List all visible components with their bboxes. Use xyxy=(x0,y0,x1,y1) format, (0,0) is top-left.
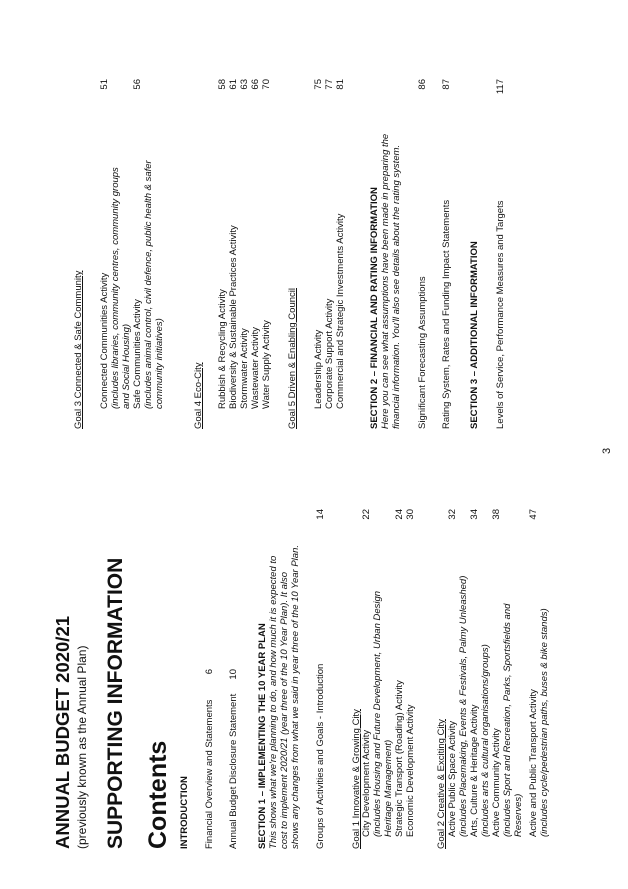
toc-strategic-transport[interactable]: Strategic Transport (Roading) Activity xyxy=(394,680,405,837)
page-leadership: 75 xyxy=(313,79,324,90)
section1-desc-1: This shows what we're planning to do, and how much it is expected to xyxy=(268,555,279,849)
toc-forecasting[interactable]: Significant Forecasting Assumptions xyxy=(417,276,428,429)
section2-desc-1: Here you can see what assumptions have been made in preparing the xyxy=(380,133,391,429)
page-economic-development: 30 xyxy=(405,509,416,520)
toc-disclosure[interactable]: Annual Budget Disclosure Statement xyxy=(228,693,239,849)
toc-financial-overview[interactable]: Financial Overview and Statements xyxy=(204,699,215,849)
community-note-1: (includes Sport and Recreation, Parks, Sportsfields and xyxy=(502,603,513,837)
toc-arts-culture[interactable]: Arts, Culture & Heritage Activity xyxy=(469,704,480,837)
page-disclosure: 10 xyxy=(228,669,239,680)
section3-heading[interactable]: SECTION 3 – ADDITIONAL INFORMATION xyxy=(469,241,480,429)
page-groups: 14 xyxy=(315,509,326,520)
toc-groups[interactable]: Groups of Activities and Goals - Introduction xyxy=(315,663,326,849)
contents-heading: Contents xyxy=(144,740,172,849)
page-wastewater: 66 xyxy=(250,79,261,90)
safe-note-1: (includes animal control, civil defence, public health & safer xyxy=(143,160,154,409)
toc-economic-development[interactable]: Economic Development Activity xyxy=(405,704,416,837)
goal4-heading[interactable]: Goal 4 Eco-City xyxy=(193,362,204,429)
toc-corporate-support[interactable]: Corporate Support Activity xyxy=(324,298,335,409)
toc-wastewater[interactable]: Wastewater Activity xyxy=(250,326,261,409)
toc-levels-of-service[interactable]: Levels of Service, Performance Measures and Targets xyxy=(495,200,506,429)
public-space-note: (includes Placemaking, Events & Festivals, Palmy Unleashed) xyxy=(458,575,469,837)
toc-biodiversity[interactable]: Biodiversity & Sustainable Practices Activity xyxy=(228,225,239,409)
goal1-heading[interactable]: Goal 1 Innovative & Growing City xyxy=(351,709,362,849)
section2-heading[interactable]: SECTION 2 – FINANCIAL AND RATING INFORMATION xyxy=(369,187,380,429)
toc-active-transport[interactable]: Active and Public Transport Activity xyxy=(528,689,539,837)
toc-commercial-investments[interactable]: Commercial and Strategic Investments Activity xyxy=(335,213,346,409)
safe-note-2: community initiatives) xyxy=(154,318,165,409)
goal3-heading[interactable]: Goal 3 Connected & Safe Community xyxy=(73,270,84,429)
active-transport-note: (includes cycle/pedestrian paths, buses & bike stands) xyxy=(539,608,550,837)
page-city-development: 22 xyxy=(361,509,372,520)
page-safe-communities: 56 xyxy=(132,79,143,90)
toc-city-development[interactable]: City Development Activity xyxy=(361,729,372,837)
page-commercial-investments: 81 xyxy=(335,79,346,90)
connected-note-1: (includes libraries, community centres, community groups xyxy=(110,167,121,409)
page-active-transport: 47 xyxy=(528,509,539,520)
page-biodiversity: 61 xyxy=(228,79,239,90)
page-water-supply: 70 xyxy=(261,79,272,90)
connected-note-2: and Social Housing) xyxy=(121,323,132,409)
supporting-heading: SUPPORTING INFORMATION xyxy=(104,557,127,849)
arts-note: (includes arts & cultural organisations/groups) xyxy=(480,644,491,837)
city-development-note-1: (includes Housing and Future Development, Urban Design xyxy=(372,590,383,837)
page-active-public-space: 32 xyxy=(447,509,458,520)
page-strategic-transport: 24 xyxy=(394,509,405,520)
section1-heading[interactable]: SECTION 1 – IMPLEMENTING THE 10 YEAR PLAN xyxy=(257,623,268,849)
section1-desc-2: cost to implement 2020/21 (year three of the 10 Year Plan). It also xyxy=(279,571,290,849)
page-connected-communities: 51 xyxy=(99,79,110,90)
page-rating-system: 87 xyxy=(441,79,452,90)
section2-desc-2: financial information. You'll also see details about the rating system. xyxy=(391,144,402,429)
toc-connected-communities[interactable]: Connected Communities Activity xyxy=(99,272,110,409)
toc-active-public-space[interactable]: Active Public Space Activity xyxy=(447,720,458,837)
introduction-heading: INTRODUCTION xyxy=(179,776,190,849)
page-financial-overview: 6 xyxy=(204,669,215,675)
page-arts-culture: 34 xyxy=(469,509,480,520)
page-corporate-support: 77 xyxy=(324,79,335,90)
section1-desc-3: shows any changes from what we said in year three of the 10 Year Plan. xyxy=(290,545,301,849)
page-levels-of-service: 117 xyxy=(495,79,506,95)
page-rubbish-recycling: 58 xyxy=(217,79,228,90)
toc-stormwater[interactable]: Stormwater Activity xyxy=(239,328,250,409)
page-forecasting: 86 xyxy=(417,79,428,90)
toc-rubbish-recycling[interactable]: Rubbish & Recycling Activity xyxy=(217,289,228,409)
community-note-2: Reserves) xyxy=(513,793,524,837)
city-development-note-2: Heritage Management) xyxy=(383,739,394,837)
page-active-community: 38 xyxy=(491,509,502,520)
toc-rating-system[interactable]: Rating System, Rates and Funding Impact Statements xyxy=(441,199,452,429)
goal2-heading[interactable]: Goal 2 Creative & Exciting City xyxy=(436,719,447,849)
page-stormwater: 63 xyxy=(239,79,250,90)
toc-safe-communities[interactable]: Safe Communities Activity xyxy=(132,299,143,409)
budget-subtitle: (previously known as the Annual Plan) xyxy=(75,645,89,849)
footer-page-number: 3 xyxy=(601,447,613,454)
goal5-heading[interactable]: Goal 5 Driven & Enabling Council xyxy=(287,288,298,429)
budget-title: ANNUAL BUDGET 2020/21 xyxy=(52,615,73,849)
toc-water-supply[interactable]: Water Supply Activity xyxy=(261,320,272,409)
toc-leadership[interactable]: Leadership Activity xyxy=(313,329,324,409)
toc-active-community[interactable]: Active Community Activity xyxy=(491,728,502,837)
